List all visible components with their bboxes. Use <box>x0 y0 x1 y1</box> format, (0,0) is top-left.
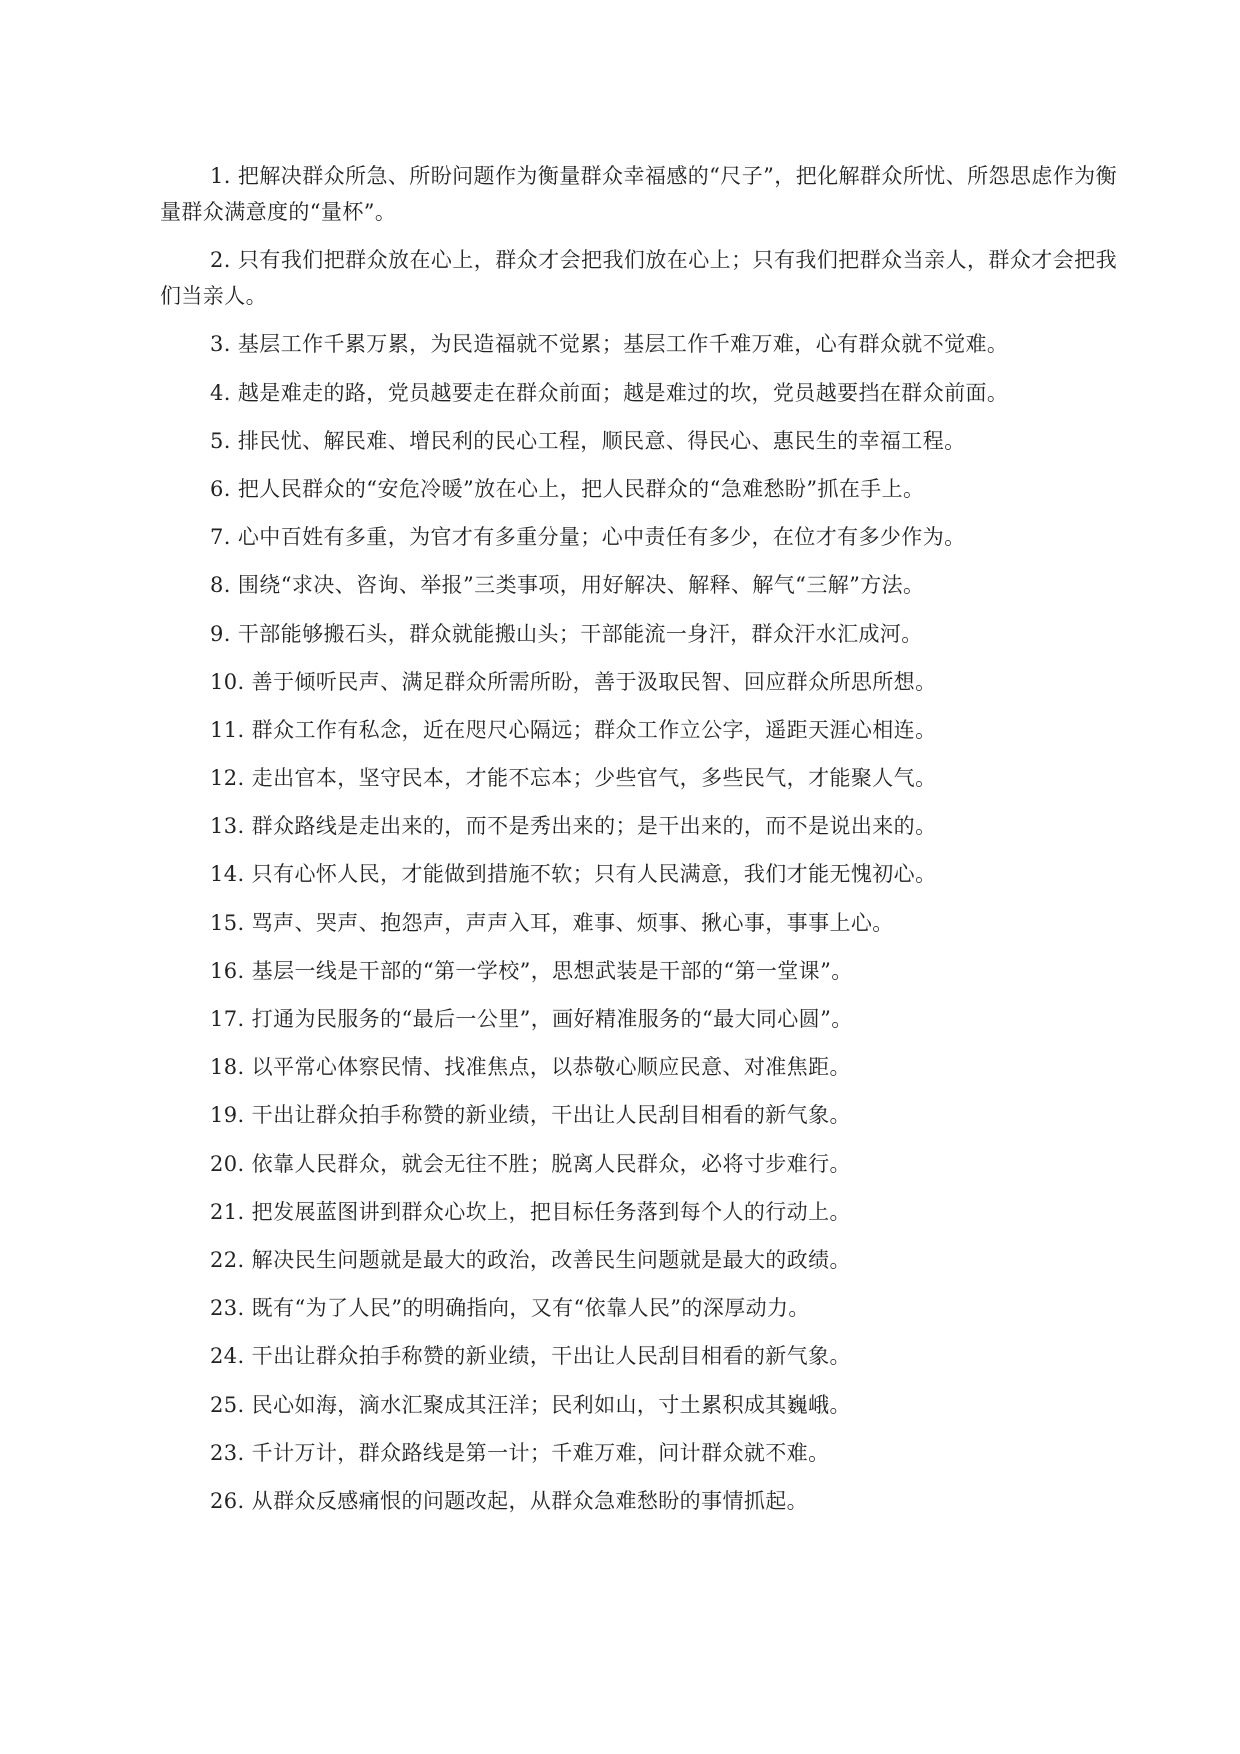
paragraph: 16. 基层一线是干部的“第一学校”，思想武装是干部的“第一堂课”。 <box>210 958 853 983</box>
paragraph: 13. 群众路线是走出来的，而不是秀出来的；是干出来的，而不是说出来的。 <box>210 814 937 839</box>
paragraph: 10. 善于倾听民声、满足群众所需所盼，善于汲取民智、回应群众所思所想。 <box>210 669 937 694</box>
paragraph: 5. 排民忧、解民难、增民利的民心工程，顺民意、得民心、惠民生的幸福工程。 <box>210 428 966 453</box>
paragraph: 2. 只有我们把群众放在心上，群众才会把我们放在心上；只有我们把群众当亲人，群众才会把我们当亲人。 <box>160 248 1117 309</box>
paragraph: 3. 基层工作千累万累，为民造福就不觉累；基层工作千难万难，心有群众就不觉难。 <box>210 332 1009 357</box>
paragraph: 20. 依靠人民群众，就会无往不胜；脱离人民群众，必将寸步难行。 <box>210 1151 851 1176</box>
paragraph: 6. 把人民群众的“安危冷暖”放在心上，把人民群众的“急难愁盼”抓在手上。 <box>210 476 925 501</box>
paragraph: 22. 解决民生问题就是最大的政治，改善民生问题就是最大的政绩。 <box>210 1247 851 1272</box>
paragraph: 24. 干出让群众拍手称赞的新业绩，干出让人民刮目相看的新气象。 <box>210 1344 851 1369</box>
paragraph: 11. 群众工作有私念，近在咫尺心隔远；群众工作立公字，遥距天涯心相连。 <box>210 717 937 742</box>
paragraph: 17. 打通为民服务的“最后一公里”，画好精准服务的“最大同心圆”。 <box>210 1007 853 1031</box>
paragraph: 23. 既有“为了人民”的明确指向，又有“依靠人民”的深厚动力。 <box>210 1296 810 1321</box>
paragraph: 8. 围绕“求决、咨询、举报”三类事项，用好解决、解释、解气“三解”方法。 <box>210 573 925 598</box>
paragraph: 25. 民心如海，滴水汇聚成其汪洋；民利如山，寸土累积成其巍峨。 <box>210 1392 851 1417</box>
paragraph: 21. 把发展蓝图讲到群众心坎上，把目标任务落到每个人的行动上。 <box>210 1199 851 1224</box>
paragraph: 26. 从群众反感痛恨的问题改起，从群众急难愁盼的事情抓起。 <box>210 1488 809 1513</box>
paragraph: 18. 以平常心体察民情、找准焦点，以恭敬心顺应民意、对准焦距。 <box>210 1055 851 1080</box>
paragraph: 7. 心中百姓有多重，为官才有多重分量；心中责任有多少，在位才有多少作为。 <box>210 525 966 550</box>
paragraph: 15. 骂声、哭声、抱怨声，声声入耳，难事、烦事、揪心事，事事上心。 <box>210 910 894 935</box>
paragraph: 12. 走出官本，坚守民本，才能不忘本；少些官气，多些民气，才能聚人气。 <box>210 766 937 791</box>
paragraph: 19. 干出让群众拍手称赞的新业绩，干出让人民刮目相看的新气象。 <box>210 1103 851 1128</box>
document-page <box>160 158 1117 1718</box>
paragraph: 14. 只有心怀人民，才能做到措施不软；只有人民满意，我们才能无愧初心。 <box>210 862 937 887</box>
paragraph: 9. 干部能够搬石头，群众就能搬山头；干部能流一身汗，群众汗水汇成河。 <box>210 621 923 646</box>
paragraph: 4. 越是难走的路，党员越要走在群众前面；越是难过的坎，党员越要挡在群众前面。 <box>210 380 1009 405</box>
paragraph: 23. 千计万计，群众路线是第一计；千难万难，问计群众就不难。 <box>210 1440 830 1465</box>
paragraph: 1. 把解决群众所急、所盼问题作为衡量群众幸福感的“尺子”，把化解群众所忧、所怨思虑作为衡量群众满意度的“量杯”。 <box>160 164 1117 224</box>
